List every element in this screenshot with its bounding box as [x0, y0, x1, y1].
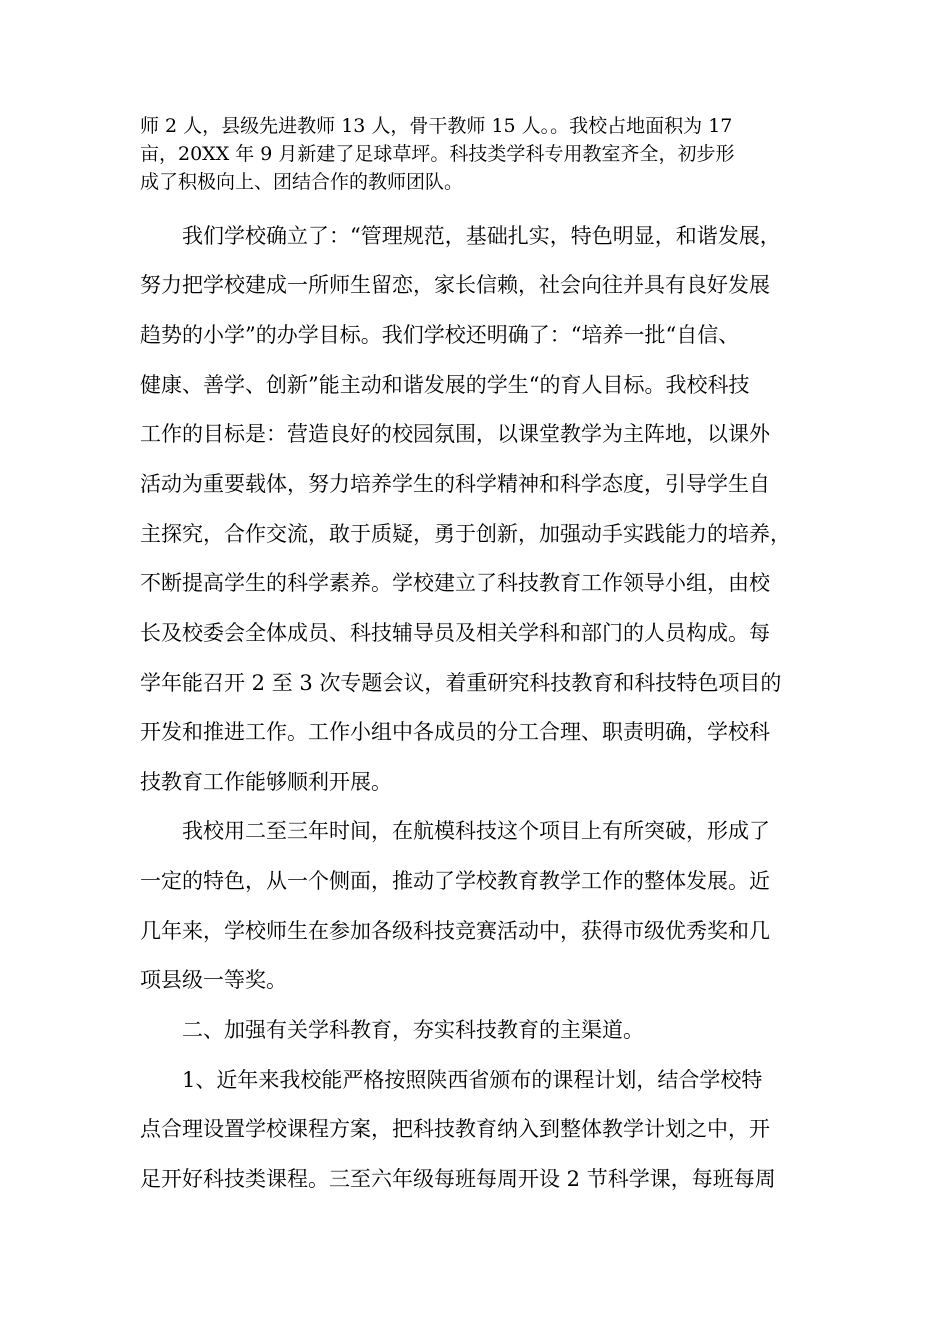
text-line: 开发和推进工作。工作小组中各成员的分工合理、职责明确，学校科 [140, 720, 770, 744]
text-line: 工作的目标是：营造良好的校园氛围，以课堂教学为主阵地，以课外 [140, 422, 770, 446]
text-line: 活动为重要载体，努力培养学生的科学精神和科学态度，引导学生自 [140, 472, 770, 496]
text-line: 学年能召开 2 至 3 次专题会议，着重研究科技教育和科技特色项目的 [140, 671, 782, 695]
text-line: 一定的特色，从一个侧面，推动了学校教育教学工作的整体发展。近 [140, 869, 770, 893]
text-line: 努力把学校建成一所师生留恋，家长信赖，社会向往并具有良好发展 [140, 273, 770, 297]
text-line: 1、近年来我校能严格按照陕西省颁布的课程计划，结合学校特 [140, 1068, 763, 1092]
text-line: 我们学校确立了：“管理规范，基础扎实，特色明显，和谐发展， [140, 224, 781, 248]
text-line: 不断提高学生的科学素养。学校建立了科技教育工作领导小组，由校 [140, 571, 770, 595]
text-line: 点合理设置学校课程方案，把科技教育纳入到整体教学计划之中，开 [140, 1117, 770, 1141]
text-line: 趋势的小学”的办学目标。我们学校还明确了：“培养一批“自信、 [140, 323, 740, 347]
text-line: 师 2 人，县级先进教师 13 人，骨干教师 15 人。。我校占地面积为 17 [140, 115, 733, 137]
text-line: 足开好科技类课程。三至六年级每班每周开设 2 节科学课，每班每周 [140, 1167, 776, 1191]
text-line: 健康、善学、创新”能主动和谐发展的学生“的育人目标。我校科技 [140, 373, 750, 397]
text-line: 成了积极向上、团结合作的教师团队。 [140, 171, 464, 193]
text-line: 长及校委会全体成员、科技辅导员及相关学科和部门的人员构成。每 [140, 621, 770, 645]
section-heading: 二、加强有关学科教育，夯实科技教育的主渠道。 [140, 1018, 644, 1042]
text-line: 几年来，学校师生在参加各级科技竞赛活动中，获得市级优秀奖和几 [140, 919, 770, 943]
text-line: 主探究，合作交流，敢于质疑，勇于创新，加强动手实践能力的培养， [140, 522, 791, 546]
text-line: 项县级一等奖。 [140, 968, 287, 992]
text-line: 亩，20XX 年 9 月新建了足球草坪。科技类学科专用教室齐全，初步形 [140, 143, 735, 165]
text-line: 技教育工作能够顺利开展。 [140, 770, 392, 794]
text-line: 我校用二至三年时间，在航模科技这个项目上有所突破，形成了 [140, 819, 770, 843]
